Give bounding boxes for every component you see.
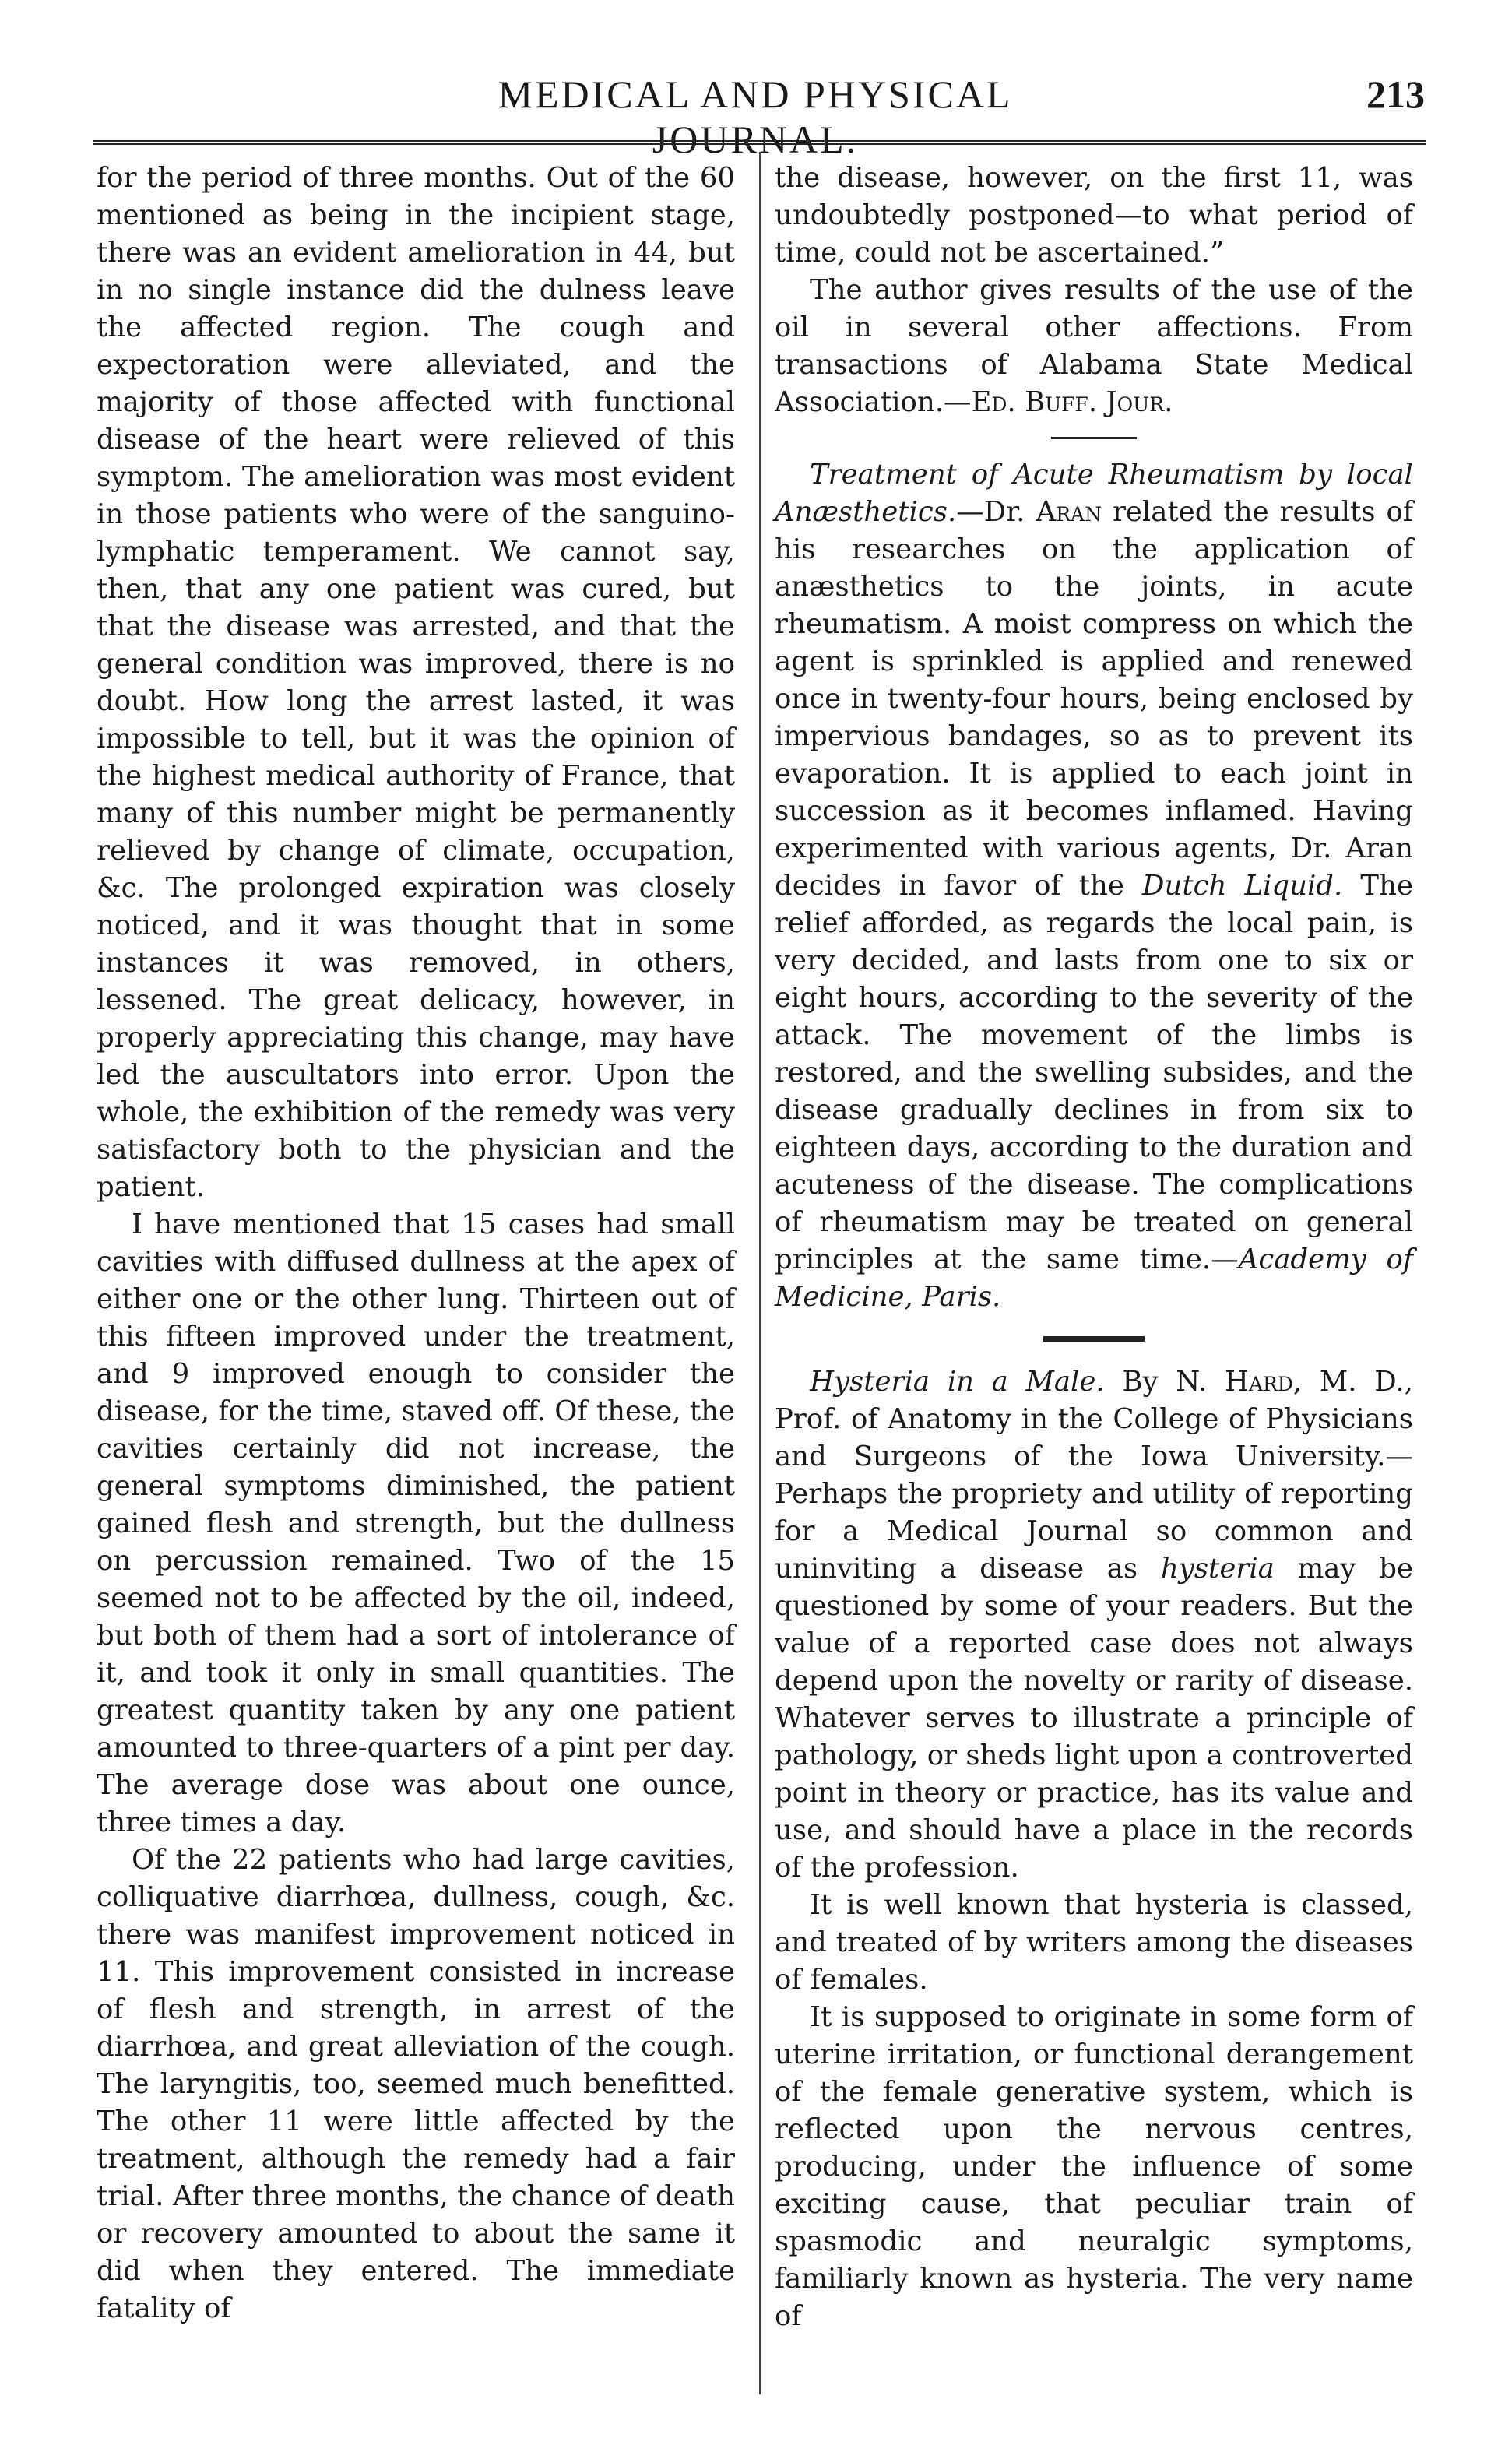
hysteria-article xyxy=(775,1363,1413,1887)
hysteria-title: Hysteria in a Male. xyxy=(810,1366,1105,1398)
hysteria-word: hysteria xyxy=(1160,1553,1275,1585)
header-double-rule xyxy=(93,140,1426,145)
page-header xyxy=(93,72,1425,161)
running-title: MEDICAL AND PHYSICAL JOURNAL. xyxy=(498,72,1013,161)
page-number: 213 xyxy=(1366,72,1425,116)
hysteria-body-2: may be questioned by some of your readers. But the value of a reported case does not always depend upon the novelty or rarity of disease. Whatever serves to illustrate a principle of pathology, or sheds light upon a controverted point in theory or practice, has its value and use, and should have a place in the records of the profession. xyxy=(775,1553,1413,1884)
left-column xyxy=(97,160,735,2327)
rheumatism-title: Treatment of Acute Rheumatism by local Anæsthetics. xyxy=(775,459,1413,528)
hysteria-body-1: , M. D., Prof. of Anatomy in the College of Physicians and Surgeons of the Iowa University.—Perhaps the propriety and utility of reporting for a Medical Journal so common and uninviting a disease as xyxy=(775,1366,1413,1585)
left-paragraph-1: for the period of three months. Out of the 60 mentioned as being in the incipient stage, there was an evident amelioration in 44, but in no single instance did the dulness leave the affected region. The cough and expectoration were alleviated, and the majority of those affected with functional disease of the heart were relieved of this symptom. The amelioration was most evident in those patients who were of the sanguino-lymphatic temperament. We cannot say, then, that any one patient was cured, but that the disease was arrested, and that the general condition was improved, there is no doubt. How long the arrest lasted, it was impossible to tell, but it was the opinion of the highest medical authority of France, that many of this number might be permanently relieved by change of climate, occupation, &c. The prolonged expiration was closely noticed, and it was thought that in some instances it was removed, in others, lessened. The great delicacy, however, in properly appreciating this change, may have led the auscultators into error. Upon the whole, the exhibition of the remedy was very satisfactory both to the physician and the patient. xyxy=(97,162,735,1203)
oil-results-source: Ed. Buff. Jour. xyxy=(971,386,1173,418)
section-separator-short xyxy=(1051,437,1137,439)
left-paragraph-3: Of the 22 patients who had large cavities, colliquative diarrhœa, dullness, cough, &c. there was manifest improvement noticed in 11. This improvement consisted in increase of flesh and strength, in arrest of the diarrhœa, and great alleviation of the cough. The laryngitis, too, seemed much benefitted. The other 11 were little affected by the treatment, although the remedy had a fair trial. After three months, the chance of death or recovery amounted to about the same it did when they entered. The immediate fatality of xyxy=(97,1844,735,2324)
rheumatism-agent: Dutch Liquid. xyxy=(1142,870,1343,902)
section-separator-thick xyxy=(1043,1336,1145,1342)
left-paragraph-2: I have mentioned that 15 cases had small cavities with diffused dullness at the apex of either one or the other lung. Thirteen out of this fifteen improved under the treatment, and 9 improved enough to consider the disease, for the time, staved off. Of these, the cavities certainly did not increase, the general symptoms diminished, the patient gained flesh and strength, but the dullness on percussion remained. Two of the 15 seemed not to be affected by the oil, indeed, but both of them had a sort of intolerance of it, and took it only in small quantities. The greatest quantity taken by any one patient amounted to three-quarters of a pint per day. The average dose was about one ounce, three times a day. xyxy=(97,1208,735,1838)
rheumatism-author: Aran xyxy=(1036,496,1102,528)
oil-results-paragraph xyxy=(775,272,1413,421)
rheumatism-article xyxy=(775,456,1413,1316)
right-paragraph-continued: the disease, however, on the first 11, was undoubtedly postponed—to what period of time, could not be ascertained.” xyxy=(775,162,1413,269)
rheumatism-source: Academy of Medicine, Paris. xyxy=(775,1244,1413,1313)
rheumatism-body-2: The relief afforded, as regards the local pain, is very decided, and lasts from one to six or eight hours, according to the severity of the attack. The movement of the limbs is restored, and the swelling subsides, and the disease gradually declines in from six to eighteen days, according to the duration and acuteness of the disease. The complications of rheumatism may be treated on general principles at the same time.— xyxy=(775,870,1413,1275)
hysteria-by: By N. xyxy=(1104,1366,1225,1398)
hysteria-author: Hard xyxy=(1225,1366,1293,1398)
hysteria-classed-paragraph: It is well known that hysteria is classed, and treated of by writers among the diseases of females. xyxy=(775,1889,1413,1996)
column-divider xyxy=(759,152,761,2394)
rheumatism-dash: —Dr. xyxy=(956,496,1036,528)
oil-results-text: The author gives results of the use of the oil in several other affections. From transactions of Alabama State Medical Association.— xyxy=(775,274,1413,418)
hysteria-origin-paragraph: It is supposed to originate in some form of uterine irritation, or functional derangement of the female generative system, which is reflected upon the nervous centres, producing, under the influence of some exciting cause, that peculiar train of spasmodic and neuralgic symptoms, familiarly known as hysteria. The very name of xyxy=(775,2001,1413,2332)
rheumatism-body-1: related the results of his researches on the application of anæsthetics to the joints, in acute rheumatism. A moist compress on which the agent is sprinkled is applied and renewed once in twenty-four hours, being enclosed by impervious bandages, so as to prevent its evaporation. It is applied to each joint in succession as it becomes inflamed. Having experimented with various agents, Dr. Aran decides in favor of the xyxy=(775,496,1413,902)
right-column xyxy=(775,160,1413,2335)
